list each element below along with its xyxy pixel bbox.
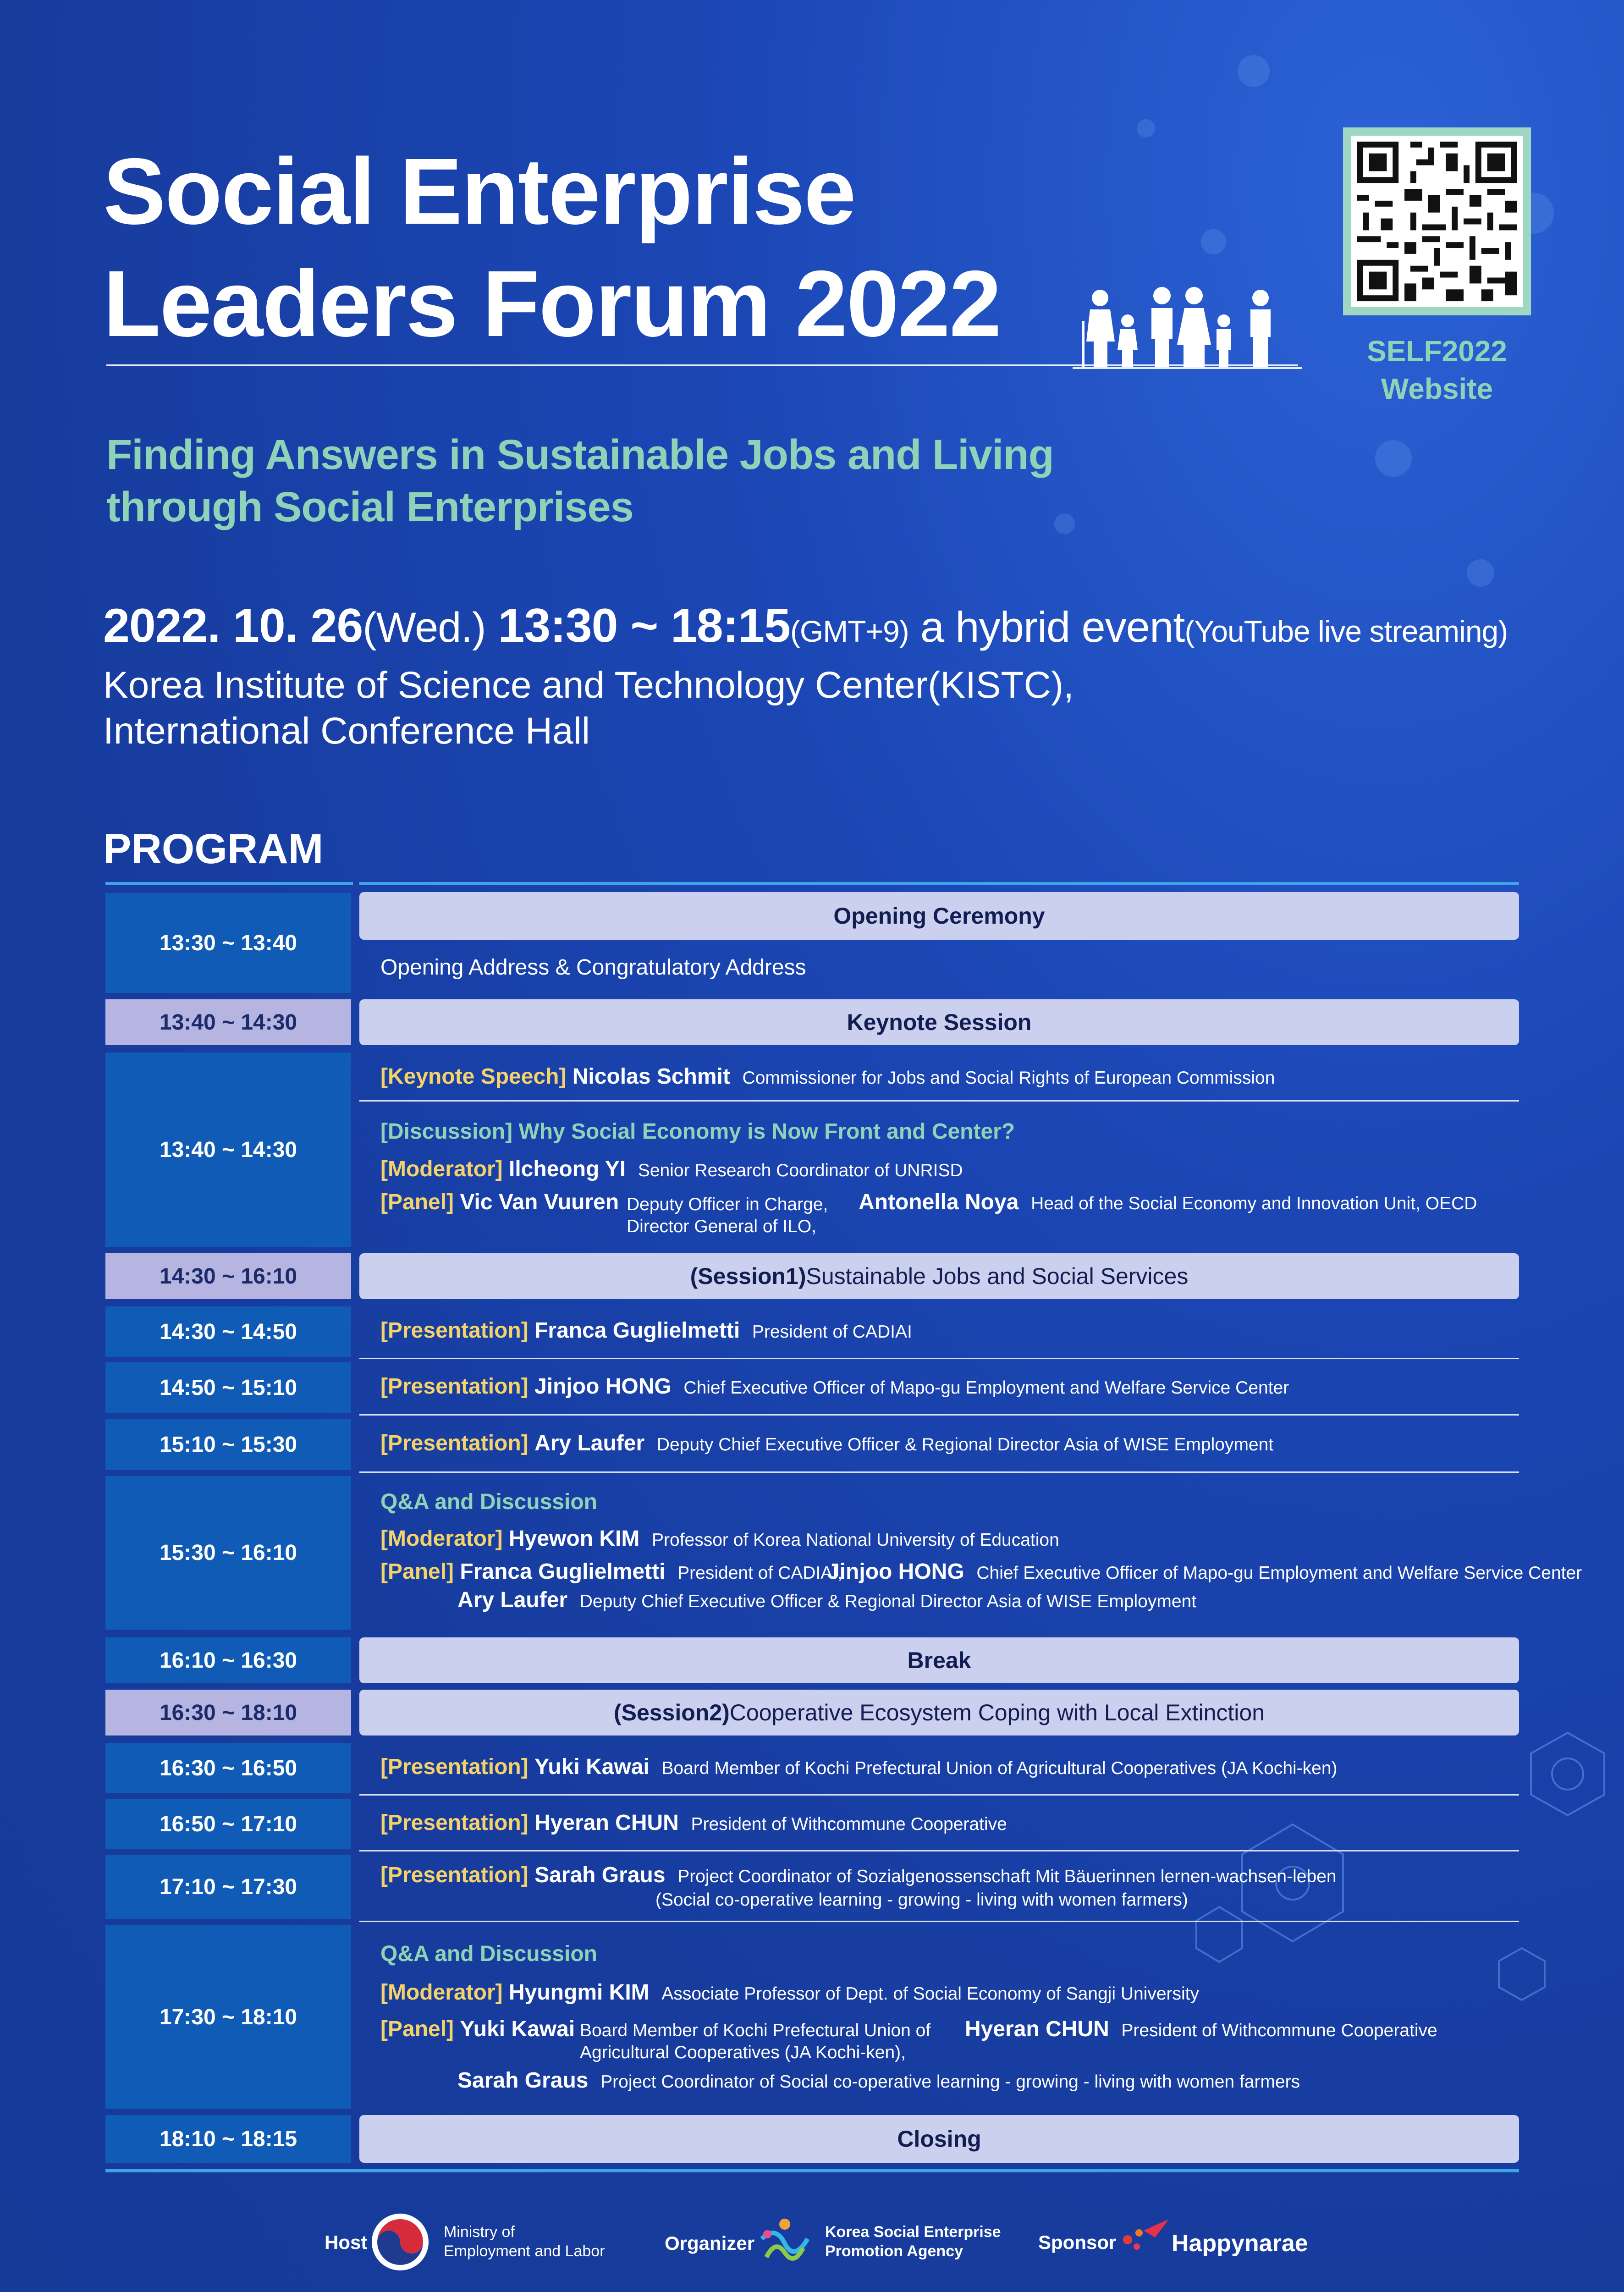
- presenter-name: Yuki Kawai: [534, 1755, 650, 1779]
- session2-title: Cooperative Ecosystem Coping with Local Extinction: [729, 1700, 1265, 1725]
- bokeh-dot: [1375, 440, 1412, 477]
- program-heading: PROGRAM: [103, 826, 324, 872]
- time-cell-session2-2: 16:50 ~ 17:10: [105, 1799, 351, 1849]
- organizer-name: [825, 2222, 1001, 2261]
- time-cell-qa2: 17:30 ~ 18:10: [105, 1925, 351, 2109]
- qa2-panel-line-3: [457, 2067, 1300, 2095]
- panelist-name: Hyeran CHUN: [965, 2017, 1109, 2041]
- presentation-tag: [Presentation]: [380, 1811, 528, 1835]
- moderator-tag: [Moderator]: [380, 1980, 503, 2005]
- divider: [359, 1358, 1519, 1359]
- venue-line-1: Korea Institute of Science and Technology Center(KISTC),: [103, 664, 1074, 706]
- time-cell-session2-1: 16:30 ~ 16:50: [105, 1743, 351, 1793]
- session2-presentation-2: [380, 1810, 1007, 1838]
- session2-label: (Session2): [613, 1700, 730, 1725]
- moderator-title: Associate Professor of Dept. of Social Economy of Sangji University: [661, 1984, 1200, 2004]
- venue-line-2: International Conference Hall: [103, 710, 590, 752]
- subtitle-line-1: Finding Answers in Sustainable Jobs and Living: [106, 431, 1054, 478]
- moderator-name: Hyewon KIM: [509, 1526, 640, 1551]
- panelist-title-line-2: Agricultural Cooperatives (JA Kochi-ken),: [580, 2043, 906, 2062]
- opening-detail: Opening Address & Congratulatory Address: [380, 955, 806, 980]
- moderator-tag: [Moderator]: [380, 1157, 503, 1181]
- event-format: a hybrid event: [908, 603, 1185, 651]
- panelist-title: Project Coordinator of Social co-operative learning - growing - living with women farmers: [600, 2072, 1300, 2092]
- panelist-name: Sarah Graus: [457, 2068, 589, 2093]
- event-date: 2022. 10. 26: [103, 599, 363, 652]
- time-cell-keynote: 13:40 ~ 14:30: [105, 1052, 351, 1247]
- qa1-moderator-line: [380, 1526, 1059, 1554]
- time-cell-keynote-header: 13:40 ~ 14:30: [105, 999, 351, 1045]
- program-rule-left: [105, 882, 353, 885]
- moderator-tag: [Moderator]: [380, 1526, 503, 1551]
- time-cell-session2-3: 17:10 ~ 17:30: [105, 1855, 351, 1919]
- presentation-tag: [Presentation]: [380, 1863, 528, 1887]
- session1-bar: [359, 1253, 1519, 1299]
- moderator-name: Hyungmi KIM: [509, 1980, 650, 2005]
- session2-presentation-1: [380, 1754, 1338, 1782]
- keynote-discussion-title: [Discussion] Why Social Economy is Now Front and Center?: [380, 1119, 1015, 1144]
- sponsor-logo-icon: [1118, 2212, 1173, 2258]
- organizer-name-line-1: Korea Social Enterprise: [825, 2223, 1001, 2241]
- event-streaming: (YouTube live streaming): [1184, 614, 1508, 648]
- panelist-title: Deputy Chief Executive Officer & Regional Director Asia of WISE Employment: [579, 1592, 1197, 1611]
- presenter-name: Ary Laufer: [534, 1431, 645, 1455]
- qr-caption-line-2: Website: [1381, 372, 1493, 405]
- presenter-title-line-2: (Social co-operative learning - growing - living with women farmers): [655, 1890, 1188, 1910]
- bokeh-dot: [1201, 229, 1226, 254]
- time-cell-qa1: 15:30 ~ 16:10: [105, 1476, 351, 1630]
- panelist-title: [580, 2020, 930, 2064]
- presenter-title: Deputy Chief Executive Officer & Regional Director Asia of WISE Employment: [656, 1435, 1274, 1455]
- host-label: Host: [325, 2231, 368, 2253]
- time-cell-session1-3: 15:10 ~ 15:30: [105, 1419, 351, 1470]
- session1-title: Sustainable Jobs and Social Services: [806, 1263, 1189, 1289]
- panelist-title: Chief Executive Officer of Mapo-gu Employment and Welfare Service Center: [976, 1563, 1582, 1583]
- qa1-panel-line-3: [457, 1587, 1196, 1615]
- subtitle-line-2: through Social Enterprises: [106, 484, 633, 530]
- title-line-2: Leaders Forum 2022: [103, 251, 1001, 356]
- divider: [359, 1850, 1519, 1851]
- keynote-speaker: Nicolas Schmit: [572, 1064, 730, 1089]
- qa1-panel-line-2: [827, 1559, 1582, 1587]
- moderator-title: Professor of Korea National University of Education: [652, 1530, 1059, 1550]
- panel-tag: [Panel]: [380, 2017, 454, 2041]
- event-dateline: [103, 596, 1508, 661]
- qr-code[interactable]: [1343, 127, 1531, 315]
- qa2-panel-line-2: [965, 2016, 1437, 2044]
- keynote-session-bar: Keynote Session: [359, 999, 1519, 1045]
- presenter-title: President of CADIAI: [752, 1322, 912, 1342]
- divider: [359, 1921, 1519, 1922]
- organizer-logo-icon: [757, 2216, 812, 2266]
- panelist-name: Franca Guglielmetti: [460, 1559, 666, 1584]
- presenter-name: Hyeran CHUN: [534, 1811, 679, 1835]
- session1-presentation-2: [380, 1373, 1289, 1401]
- panelist-title: [627, 1194, 828, 1238]
- organizer-label: Organizer: [665, 2232, 755, 2254]
- keynote-speaker-title: Commissioner for Jobs and Social Rights of European Commission: [742, 1068, 1275, 1088]
- panelist-name: Yuki Kawai: [460, 2017, 575, 2041]
- presentation-tag: [Presentation]: [380, 1431, 528, 1455]
- time-cell-break: 16:10 ~ 16:30: [105, 1637, 351, 1683]
- program-bottom-rule: [105, 2169, 1519, 2172]
- divider: [359, 1100, 1519, 1102]
- time-cell-session1-1: 14:30 ~ 14:50: [105, 1306, 351, 1357]
- break-bar: Break: [359, 1637, 1519, 1683]
- title-line-1: Social Enterprise: [103, 139, 855, 244]
- panelist-name: Jinjoo HONG: [827, 1559, 964, 1584]
- bokeh-dot: [1467, 559, 1494, 587]
- host-name-line-2: Employment and Labor: [444, 2242, 605, 2260]
- opening-ceremony-bar: Opening Ceremony: [359, 892, 1519, 940]
- closing-bar: Closing: [359, 2115, 1519, 2163]
- presenter-name: Jinjoo HONG: [534, 1374, 672, 1399]
- forum-subtitle: [106, 429, 1054, 533]
- presenter-title: Project Coordinator of Sozialgenossenschaft Mit Bäuerinnen lernen-wachsen-leben: [677, 1867, 1337, 1886]
- family-icon: [1073, 284, 1302, 369]
- panel-tag: [Panel]: [380, 1190, 454, 1214]
- time-cell-opening: 13:30 ~ 13:40: [105, 893, 351, 993]
- keynote-speech-line: [380, 1063, 1275, 1091]
- divider: [359, 1471, 1519, 1473]
- qr-caption-line-1: SELF2022: [1367, 335, 1507, 368]
- panelist-name: Ary Laufer: [457, 1588, 568, 1612]
- presenter-title: Board Member of Kochi Prefectural Union of Agricultural Cooperatives (JA Kochi-ken): [661, 1758, 1338, 1778]
- event-day: (Wed.): [363, 604, 486, 651]
- keynote-speech-tag: [Keynote Speech]: [380, 1064, 567, 1089]
- session1-label: (Session1): [690, 1263, 806, 1289]
- qa2-title: Q&A and Discussion: [380, 1942, 597, 1966]
- bokeh-dot: [1238, 55, 1270, 87]
- keynote-moderator-line: [380, 1156, 963, 1184]
- presenter-title: President of Withcommune Cooperative: [691, 1814, 1007, 1834]
- organizer-name-line-2: Promotion Agency: [825, 2242, 963, 2260]
- host-name-line-1: Ministry of: [444, 2223, 515, 2241]
- event-venue: [103, 662, 1074, 754]
- time-cell-session1-2: 14:50 ~ 15:10: [105, 1362, 351, 1413]
- presentation-tag: [Presentation]: [380, 1374, 528, 1399]
- divider: [359, 1794, 1519, 1796]
- presentation-tag: [Presentation]: [380, 1755, 528, 1779]
- presenter-name: Franca Guglielmetti: [534, 1318, 740, 1343]
- forum-title: [103, 135, 1001, 360]
- panelist-title-line-1: Board Member of Kochi Prefectural Union of: [580, 2021, 931, 2040]
- qa1-title: Q&A and Discussion: [380, 1490, 597, 1514]
- keynote-panel-line-2: [859, 1189, 1477, 1217]
- presenter-title: Chief Executive Officer of Mapo-gu Employment and Welfare Service Center: [683, 1378, 1289, 1398]
- presentation-tag: [Presentation]: [380, 1318, 528, 1343]
- panelist-name: Vic Van Vuuren: [460, 1190, 619, 1214]
- qa2-panel-line: [380, 2016, 575, 2043]
- panelist-title: President of CADIAI,: [677, 1563, 842, 1583]
- panel-tag: [Panel]: [380, 1559, 454, 1584]
- panelist-title: Head of the Social Economy and Innovation Unit, OECD: [1031, 1194, 1477, 1213]
- sponsor-name: Happynarae: [1172, 2230, 1308, 2257]
- time-cell-closing: 18:10 ~ 18:15: [105, 2115, 351, 2163]
- event-time: 13:30 ~ 18:15: [498, 599, 790, 652]
- divider: [359, 1414, 1519, 1416]
- moderator-name: Ilcheong YI: [509, 1157, 626, 1181]
- event-timezone: (GMT+9): [790, 614, 909, 648]
- qa1-panel-line: [380, 1559, 842, 1587]
- sponsor-label: Sponsor: [1038, 2231, 1117, 2253]
- program-rule-right: [359, 882, 1519, 885]
- host-name: [444, 2222, 605, 2261]
- qr-code-icon: [1351, 136, 1523, 307]
- qr-caption: [1329, 332, 1545, 408]
- session1-presentation-1: [380, 1317, 912, 1345]
- moderator-title: Senior Research Coordinator of UNRISD: [638, 1161, 963, 1180]
- presenter-name: Sarah Graus: [534, 1863, 666, 1887]
- ministry-emblem-icon: [370, 2212, 430, 2272]
- qa2-moderator-line: [380, 1979, 1199, 2007]
- panelist-title: President of Withcommune Cooperative: [1121, 2021, 1437, 2040]
- panelist-name: Antonella Noya: [859, 1190, 1019, 1214]
- time-cell-session2-header: 16:30 ~ 18:10: [105, 1690, 351, 1736]
- bokeh-dot: [1137, 119, 1155, 138]
- panelist-title-line-1: Deputy Officer in Charge,: [627, 1195, 828, 1214]
- session1-presentation-3: [380, 1430, 1273, 1458]
- session2-presentation-3: [380, 1862, 1337, 1890]
- keynote-panel-line: [380, 1189, 619, 1216]
- time-cell-session1-header: 14:30 ~ 16:10: [105, 1253, 351, 1299]
- bokeh-dot: [1054, 513, 1075, 534]
- panelist-title-line-2: Director General of ILO,: [627, 1217, 816, 1236]
